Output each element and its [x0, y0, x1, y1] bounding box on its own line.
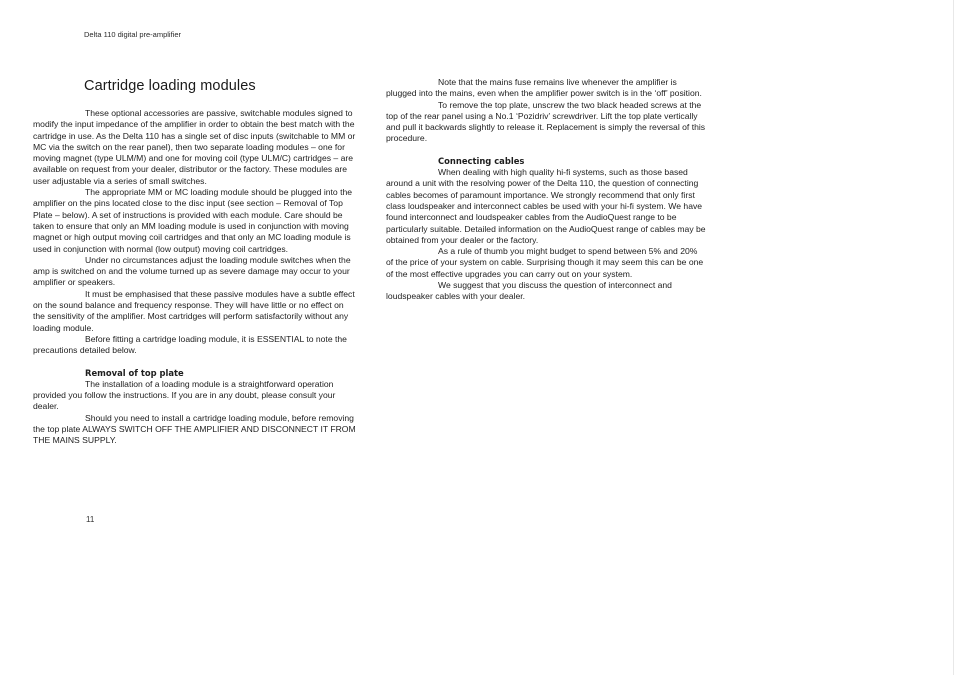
right-column: [386, 77, 706, 303]
body-paragraph: To remove the top plate, unscrew the two black headed screws at the top of the rear panel using a No.1 ‘Pozidriv’ screwdriver. Lift the top plate vertically and pull it backwards slightly to release it. Replacement is simply the reversal of this procedure.: [386, 99, 706, 144]
body-paragraph: Should you need to install a cartridge loading module, before removing the top plate ALWAYS SWITCH OFF THE AMPLIFIER AND DISCONNECT IT FROM THE MAINS SUPPLY.: [33, 412, 356, 446]
body-paragraph: Note that the mains fuse remains live whenever the amplifier is plugged into the mains, even when the amplifier power switch is in the ‘off’ position.: [386, 77, 702, 99]
left-column: [33, 78, 357, 447]
cables-heading: Connecting cables: [438, 155, 525, 166]
body-paragraph: Under no circumstances adjust the loading module switches when the amp is switched on and the volume turned up as severe damage may occur to your amplifier or speakers.: [33, 254, 351, 288]
spacer: [33, 357, 357, 368]
body-paragraph: The appropriate MM or MC loading module should be plugged into the amplifier on the pins located close to the disc input (see section – Removal of Top Plate – below). A set of instructions is provided with each module. Care should be taken to ensure that only an MM loading module is used in conjunction with moving magnet or high output moving coil cartridges and that only an MC loading module is used in conjunction with normal (low output) moving coil cartridges.: [33, 187, 353, 254]
body-paragraph: These optional accessories are passive, switchable modules signed to modify the input impedance of the amplifier in order to obtain the best match with the cartridge in use. As the Delta 110 has a single set of disc inputs (switchable to MM or MC via the switch on the rear panel), then two separate loading modules – one for moving magnet (type ULM/M) and one for moving coil (type ULM/C) cartridges – are available on request from your dealer, distributor or the factory. These modules are user adjustable via a series of small switches.: [33, 108, 356, 186]
body-paragraph: As a rule of thumb you might budget to spend between 5% and 20% of the price of your system on cable. Surprising though it may seem this can be one of the most effective upgrades you can carry out on your system.: [386, 246, 704, 279]
running-head: Delta 110 digital pre-amplifier: [84, 30, 181, 39]
body-paragraph: The installation of a loading module is a straightforward operation provided you follow the instructions. If you are in any doubt, please consult your dealer.: [33, 378, 336, 412]
page-number: 11: [86, 515, 95, 524]
spacer: [386, 145, 706, 156]
body-paragraph: It must be emphasised that these passive modules have a subtle effect on the sound balance and frequency response. They will have little or no effect on the sensitivity of the amplifier. Most cartridges will perform satisfactorily without any loading module.: [33, 288, 355, 333]
section-title: Cartridge loading modules: [84, 78, 256, 94]
body-paragraph: We suggest that you discuss the question of interconnect and loudspeaker cables with your dealer.: [386, 280, 672, 302]
body-paragraph: Before fitting a cartridge loading module, it is ESSENTIAL to note the precautions detailed below.: [33, 333, 347, 356]
body-paragraph: When dealing with high quality hi-fi systems, such as those based around a unit with the resolving power of the Delta 110, the question of connecting cables becomes of paramount importance. We strongly recommend that only first class loudspeaker and interconnect cables be used with your hi-fi system. We have found interconnect and loudspeaker cables from the AudioQuest range to be particularly suitable. Detailed information on the AudioQuest range of cables may be obtained from your dealer or the factory.: [386, 167, 706, 245]
removal-heading: Removal of top plate: [85, 367, 184, 378]
